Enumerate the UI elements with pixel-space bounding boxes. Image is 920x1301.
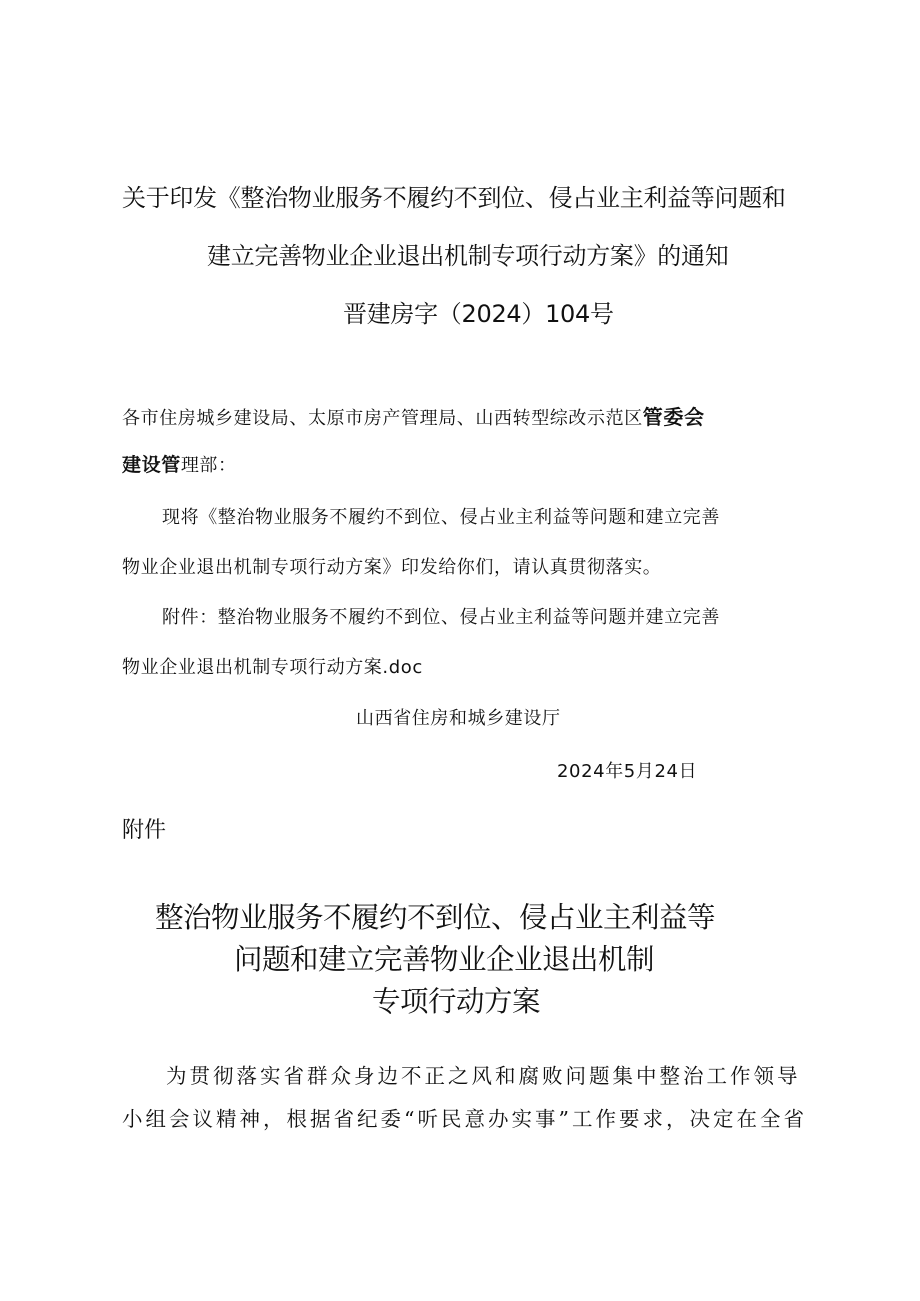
body-paragraph-line-1: 现将《整治物业服务不履约不到位、侵占业主利益等问题和建立完善	[162, 507, 720, 528]
attachment-note-line-2[interactable]: 物业企业退出机制专项行动方案.doc	[122, 657, 423, 678]
addressee-bold-text-2: 建设管	[122, 454, 181, 476]
addressee-line-2	[122, 450, 237, 477]
plan-title-line-2: 问题和建立完善物业企业退出机制	[234, 943, 655, 976]
notice-title-line-2: 建立完善物业企业退出机制专项行动方案》的通知	[207, 242, 729, 270]
plan-title-line-1: 整治物业服务不履约不到位、侵占业主利益等	[155, 901, 716, 934]
body-paragraph-line-2: 物业企业退出机制专项行动方案》印发给你们，请认真贯彻落实。	[122, 557, 662, 578]
document-number: 晋建房字（2024）104号	[343, 300, 614, 328]
addressee-text: 各市住房城乡建设局、太原市房产管理局、山西转型综改示范区	[122, 408, 643, 429]
attachment-heading: 附件	[122, 818, 167, 843]
notice-title-line-1: 关于印发《整治物业服务不履约不到位、侵占业主利益等问题和	[122, 184, 786, 212]
addressee-line-1	[122, 401, 705, 430]
addressee-bold-text: 管委会	[642, 405, 705, 429]
attachment-note-line-1: 附件：整治物业服务不履约不到位、侵占业主利益等问题并建立完善	[162, 607, 720, 628]
addressee-text-2: 理部：	[180, 455, 237, 476]
issuer-name: 山西省住房和城乡建设厅	[356, 708, 561, 729]
plan-paragraph-line-2: 小组会议精神，根据省纪委“听民意办实事”工作要求，决定在全省	[122, 1107, 807, 1131]
issue-date: 2024年5月24日	[557, 761, 698, 782]
plan-title-line-3: 专项行动方案	[372, 985, 541, 1018]
plan-paragraph-line-1: 为贯彻落实省群众身边不正之风和腐败问题集中整治工作领导	[166, 1064, 801, 1088]
